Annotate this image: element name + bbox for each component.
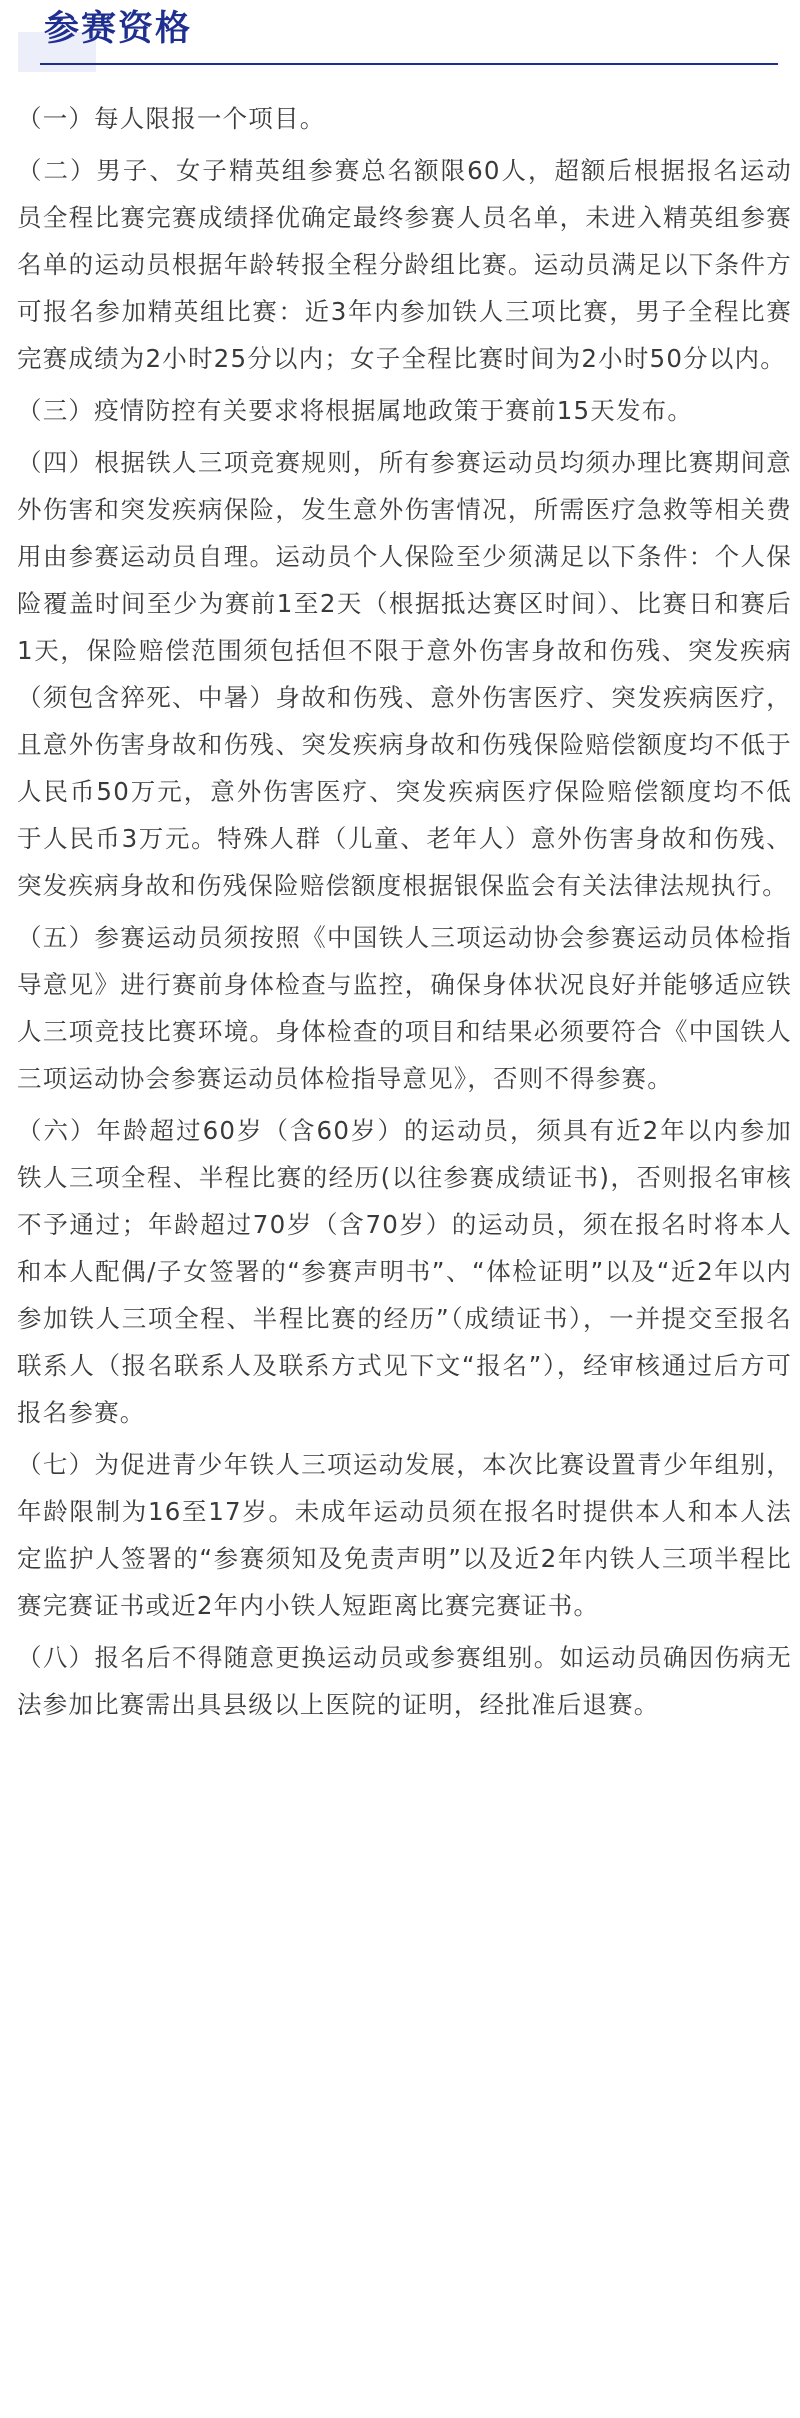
paragraph-4: （四）根据铁人三项竞赛规则，所有参赛运动员均须办理比赛期间意外伤害和突发疾病保险，发生意外伤害情况，所需医疗急救等相关费用由参赛运动员自理。运动员个人保险至少须满足以下条件：个人保险覆盖时间至少为赛前1至2天（根据抵达赛区时间）、比赛日和赛后1天，保险赔偿范围须包括但不限于意外伤害身故和伤残、突发疾病（须包含猝死、中暑）身故和伤残、意外伤害医疗、突发疾病医疗，且意外伤害身故和伤残、突发疾病身故和伤残保险赔偿额度均不低于人民币50万元，意外伤害医疗、突发疾病医疗保险赔偿额度均不低于人民币3万元。特殊人群（儿童、老年人）意外伤害身故和伤残、突发疾病身故和伤残保险赔偿额度根据银保监会有关法律法规执行。 bbox=[17, 448, 792, 900]
header-divider bbox=[40, 63, 778, 65]
paragraph-1: （一）每人限报一个项目。 bbox=[17, 104, 326, 133]
paragraph-3: （三）疫情防控有关要求将根据属地政策于赛前15天发布。 bbox=[17, 396, 694, 425]
section-title: 参赛资格 bbox=[44, 9, 193, 49]
paragraph-6: （六）年龄超过60岁（含60岁）的运动员，须具有近2年以内参加铁人三项全程、半程比赛的经历(以往参赛成绩证书)，否则报名审核不予通过；年龄超过70岁（含70岁）的运动员，须在报名时将本人和本人配偶/子女签署的“参赛声明书”、“体检证明”以及“近2年以内参加铁人三项全程、半程比赛的经历”（成绩证书），一并提交至报名联系人（报名联系人及联系方式见下文“报名”），经审核通过后方可报名参赛。 bbox=[17, 1116, 792, 1427]
paragraph-5: （五）参赛运动员须按照《中国铁人三项运动协会参赛运动员体检指导意见》进行赛前身体检查与监控，确保身体状况良好并能够适应铁人三项竞技比赛环境。身体检查的项目和结果必须要符合《中国铁人三项运动协会参赛运动员体检指导意见》，否则不得参赛。 bbox=[17, 923, 792, 1093]
eligibility-content bbox=[17, 95, 792, 1733]
paragraph-7: （七）为促进青少年铁人三项运动发展，本次比赛设置青少年组别，年龄限制为16至17岁。未成年运动员须在报名时提供本人和本人法定监护人签署的“参赛须知及免责声明”以及近2年内铁人三项半程比赛完赛证书或近2年内小铁人短距离比赛完赛证书。 bbox=[17, 1450, 792, 1620]
paragraph-2: （二）男子、女子精英组参赛总名额限60人，超额后根据报名运动员全程比赛完赛成绩择优确定最终参赛人员名单，未进入精英组参赛名单的运动员根据年龄转报全程分龄组比赛。运动员满足以下条件方可报名参加精英组比赛：近3年内参加铁人三项比赛，男子全程比赛完赛成绩为2小时25分以内；女子全程比赛时间为2小时50分以内。 bbox=[17, 156, 792, 373]
section-header bbox=[0, 0, 800, 70]
paragraph-8: （八）报名后不得随意更换运动员或参赛组别。如运动员确因伤病无法参加比赛需出具县级以上医院的证明，经批准后退赛。 bbox=[17, 1643, 792, 1719]
